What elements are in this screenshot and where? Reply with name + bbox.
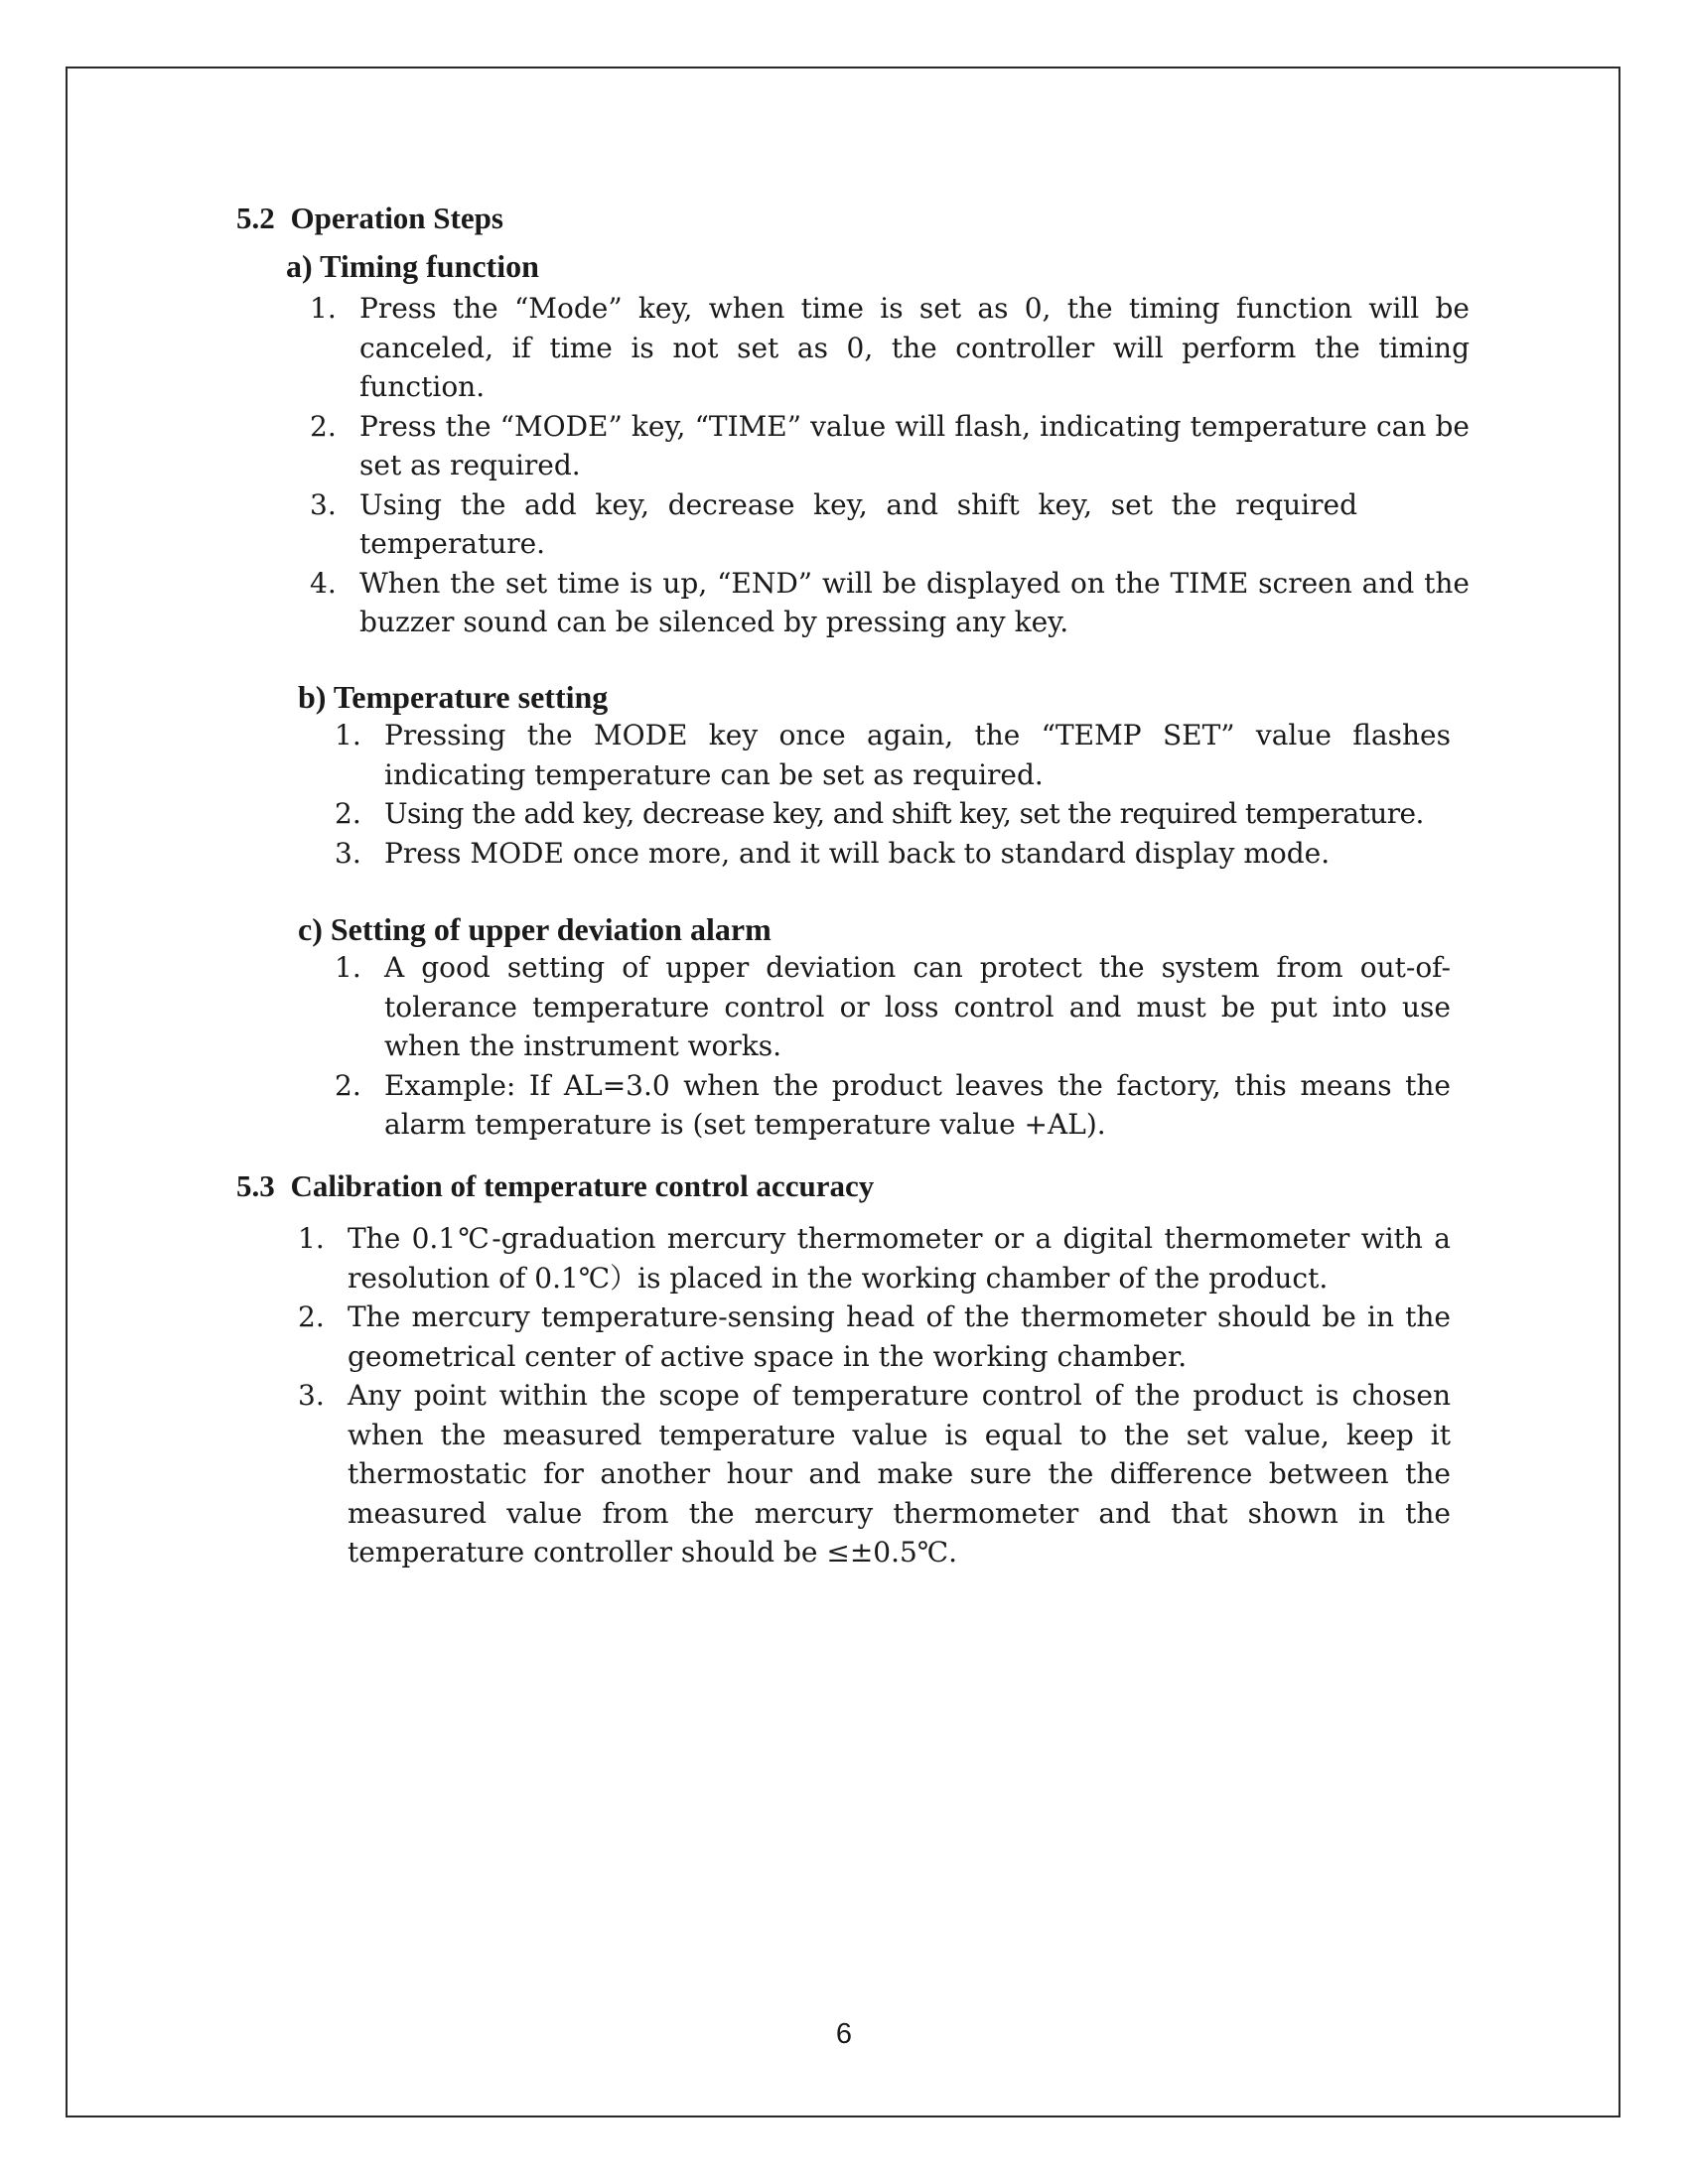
list-item [310,564,1470,642]
item-number: 2. [335,797,361,830]
list-item [298,1297,1451,1376]
list-item [310,485,1357,564]
item-text: Any point within the scope of temperature control of the product is chosen when the measured temperature value is equal to the set value, keep it thermostatic for another hour and make sure the difference between the measured value from the mercury thermometer and that shown in the temperature controller should be ≤±0.5℃. [348,1379,1451,1569]
section-title: Calibration of temperature control accuracy [290,1168,875,1203]
item-text: Press the “MODE” key, “TIME” value will flash, indicating temperature can be set as required. [359,409,1470,481]
list-item [310,407,1470,485]
list-item [335,716,1451,794]
list-item [335,1066,1451,1145]
subsection-heading-timing: a) Timing function [286,248,539,284]
item-text: Example: If AL=3.0 when the product leaves the factory, this means the alarm temperature is (set temperature value +AL). [384,1068,1451,1141]
temperature-steps-list [335,716,1451,873]
subsection-heading-temperature: b) Temperature setting [298,679,609,715]
section-number: 5.3 [236,1168,275,1203]
item-number: 1. [310,292,337,325]
list-item [335,794,1451,834]
item-number: 1. [298,1222,325,1255]
section-heading-5-3 [236,1168,874,1204]
item-text: A good setting of upper deviation can protect the system from out-of-tolerance temperature control or loss control and must be put into use when the instrument works. [384,951,1451,1062]
item-text: Using the add key, decrease key, and shift key, set the required temperature. [359,487,1357,560]
item-number: 1. [335,951,361,984]
item-text: The 0.1℃-graduation mercury thermometer or a digital thermometer with a resolution of 0.1℃）is placed in the working chamber of the product. [348,1222,1451,1295]
item-number: 3. [310,487,337,521]
section-heading-5-2 [236,201,503,236]
list-item [335,948,1451,1066]
page-number: 6 [835,2018,853,2050]
item-text: Press MODE once more, and it will back to standard display mode. [384,836,1331,870]
item-number: 1. [335,719,361,751]
item-text: When the set time is up, “END” will be displayed on the TIME screen and the buzzer sound can be silenced by pressing any key. [359,566,1470,638]
timing-steps-list [310,289,1470,642]
alarm-steps-list [335,948,1451,1145]
item-number: 2. [310,409,337,443]
item-number: 2. [298,1300,325,1333]
section-number: 5.2 [236,201,275,235]
item-text: Pressing the MODE key once again, the “TEMP SET” value flashes indicating temperature can be set as required. [384,719,1451,791]
section-title: Operation Steps [290,201,503,235]
item-text: The mercury temperature-sensing head of the thermometer should be in the geometrical center of active space in the working chamber. [348,1300,1451,1373]
item-number: 4. [310,566,337,600]
item-number: 3. [298,1379,325,1412]
list-item [298,1376,1451,1572]
item-number: 2. [335,1068,361,1102]
list-item [335,834,1451,874]
item-text: Press the “Mode” key, when time is set as 0, the timing function will be canceled, if time is not set as 0, the controller will perform the timing function. [359,292,1470,403]
calibration-steps-list [298,1219,1451,1572]
item-text: Using the add key, decrease key, and shift key, set the required temperature. [384,797,1424,830]
list-item [310,289,1470,407]
subsection-heading-alarm: c) Setting of upper deviation alarm [298,911,772,947]
list-item [298,1219,1451,1297]
item-number: 3. [335,836,361,870]
